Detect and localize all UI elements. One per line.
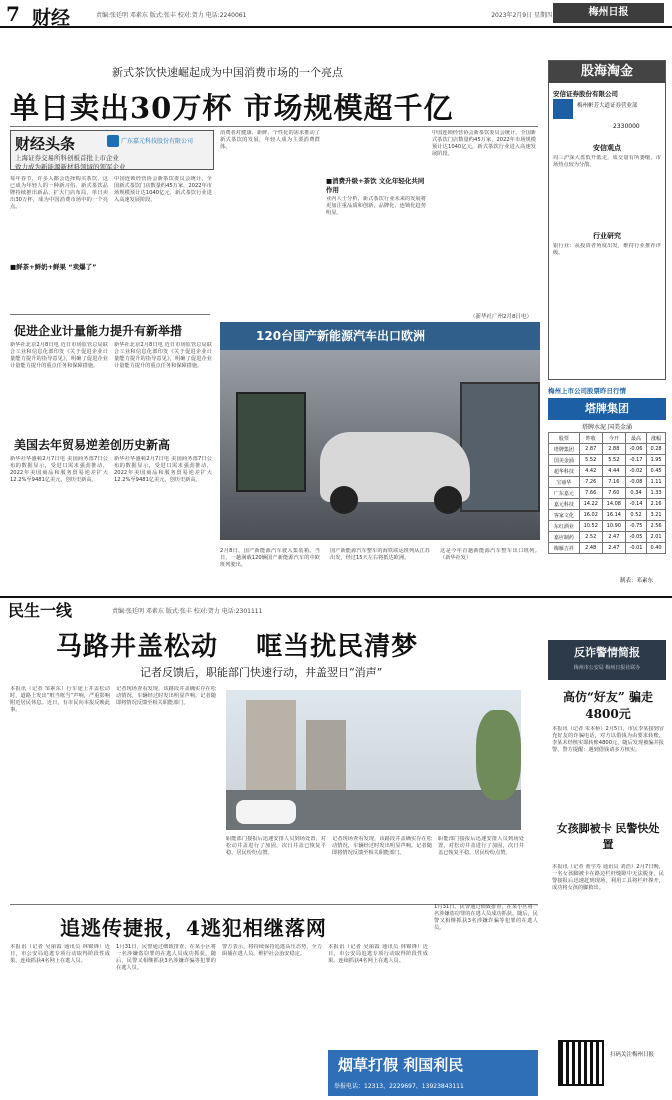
photo-ev-export — [220, 322, 540, 540]
trade-body-1: 新华社华盛顿2月7日电 美国商务部7日公布的数据显示，受进口需求强劲推动，2022年美国商品和服务贸易逆差扩大12.2%至9481亿美元，创历史新高。 — [10, 456, 108, 483]
table-cell: 14.08 — [602, 499, 625, 510]
table-row — [549, 455, 666, 466]
table-cell: -0.08 — [625, 477, 646, 488]
ad-phone: 2330000 — [613, 123, 640, 130]
page-number: 7 — [6, 2, 20, 26]
minsheng-body-5: 职能部门接报后迅速安排人员到场处置，对松动井盖进行了加固，次日井盖已恢复平稳，居民纷纷点赞。 — [438, 836, 524, 856]
table-cell: 塔牌集团 — [549, 444, 580, 455]
minsheng-body-1: 本报讯（记者 邹素东）行车途上井盖松动时，道路上发出“哐当哐当”声响，严重影响附近居民休息。近日，有市民向本报反映此事。 — [10, 686, 110, 713]
table-cell: 2.52 — [579, 532, 602, 543]
company-logo-icon — [107, 135, 119, 147]
fanzha-headline-2: 女孩脚被卡 民警快处置 — [556, 822, 660, 851]
table-cell: 0.52 — [625, 510, 646, 521]
table-header: 涨幅 — [647, 433, 666, 444]
minsheng-body-4: 记者现场查看发现，该路段井盖确实存在松动情况，车辆经过时发出明显声响。记者随即将情况反馈至相关职能部门。 — [332, 836, 432, 856]
table-cell: 2.48 — [579, 543, 602, 554]
ad-section2-body: 银行业：从投资者角度出发，维持行业推荐评级。 — [553, 243, 661, 256]
ad-title: 股海淘金 — [549, 61, 665, 83]
ad-branch: 梅州彬芳大道证券营业部 — [577, 103, 638, 109]
table-cell: 宝丽华 — [549, 477, 580, 488]
table-cell: -0.17 — [625, 455, 646, 466]
table-cell: 7.26 — [579, 477, 602, 488]
minsheng-headline — [56, 626, 418, 663]
table-row — [549, 466, 666, 477]
table-row — [549, 477, 666, 488]
issue-date: 2023年2月9日 星期四 — [491, 12, 552, 19]
table-cell: 1.11 — [647, 477, 666, 488]
container-right — [460, 382, 540, 512]
photo-caption-1: 2月8日，国产新能源汽车驶入集装箱。当日，一趟满载120辆国产新能源汽车的中欧班列驶出。 — [220, 548, 320, 568]
top-body-1: 每年春节，许多人都会选择购买茶饮，这已成为年轻人的一种新习俗。新式茶饮品牌持续推出新品，扩大门店布局，单日卖出30万杯，成为中国消费市场中的一个亮点。 — [10, 176, 108, 210]
ad-section2: 行业研究 — [593, 232, 621, 240]
table-cell: 16.14 — [602, 510, 625, 521]
table-cell: 客家文化 — [549, 510, 580, 521]
table-cell: 广东嘉元 — [549, 488, 580, 499]
photo-caption-2: 国产新能源汽车整车的海铁联运班列从江苏出发，经过15天左右将抵达欧洲。 — [330, 548, 430, 561]
ad-news-body: 周三沪深大盘低开低走，成交量有所萎缩，市场热点较为分散。 — [553, 155, 661, 168]
section-divider — [0, 596, 672, 598]
container-left — [236, 392, 306, 492]
table-cell: 2.88 — [602, 444, 625, 455]
table-row — [549, 521, 666, 532]
building — [246, 700, 296, 800]
table-cell: 国美金涌 — [549, 455, 580, 466]
fanzha-banner — [548, 640, 666, 680]
building — [306, 720, 346, 800]
minsheng-subhead: 记者反馈后，职能部门快速行动，井盖翌日“消声” — [140, 666, 383, 679]
table-cell: 0.28 — [647, 444, 666, 455]
photo-street — [226, 690, 521, 830]
fanzha-body-2: 本报讯（记者 黄学寿 通讯员 刘浩）2月7日晚，一名女孩脚被卡在路边栏杆缝隙中无法脱身，民警接报后迅速赶到现场，利用工具将栏杆撑开，成功将女孩的脚救出。 — [552, 864, 664, 891]
table-cell: 0.34 — [625, 488, 646, 499]
table-cell: 3.21 — [647, 510, 666, 521]
tree — [476, 710, 521, 800]
column-slogan2: 致力成为新能源新材料领域的领军企业 — [15, 163, 126, 171]
table-cell: 1.33 — [647, 488, 666, 499]
bottom-body-4: 本报讯（记者 吴丽霞 通讯员 林锦锋）近日，市公安局追逃专项行动取得阶段性成果，连续抓获4名网上在逃人员。 — [328, 944, 428, 964]
broker-logo-icon — [553, 99, 573, 119]
car-wheel — [434, 486, 462, 514]
table-cell: -0.06 — [625, 444, 646, 455]
table-cell: 东红酒业 — [549, 521, 580, 532]
top-body-5: 中国连锁经营协会新茶饮委员会统计，全国新式茶饮门店数量约45万家，2022年市场规模预计达1040亿元，新式茶饮行业进入高速发展阶段。 — [432, 130, 536, 157]
fanzha-subtitle: 梅州市公安局 梅州日报社联办 — [573, 665, 641, 671]
minsheng-meta: 责编:张廷明 邓素东 版式:张丰 校对:贺力 电话:2301111 — [112, 608, 263, 615]
table-cell: 梅雁吉祥 — [549, 543, 580, 554]
table-cell: 1.95 — [647, 455, 666, 466]
table-header: 股票 — [549, 433, 580, 444]
trade-body-2: 新华社华盛顿2月7日电 美国商务部7日公布的数据显示，受进口需求强劲推动，2022年美国商品和服务贸易逆差扩大12.2%至9481亿美元，创历史新高。 — [114, 456, 212, 483]
table-cell: 10.90 — [602, 521, 625, 532]
column-slogan: 上海证券交易所科创板首批上市企业 — [15, 154, 119, 162]
metrology-body-1: 新华社北京2月8日电 近日市场监管总局联合工业和信息化部印发《关于促进企业计量能力提升的指导意见》，明确了促进企业计量能力提升的重点任务和保障措施。 — [10, 342, 108, 369]
table-cell: 16.02 — [579, 510, 602, 521]
bank-caption: 梅州上市公司股票昨日行情 — [548, 387, 626, 395]
stock-ad-box — [548, 60, 666, 380]
column-title: 财经头条 — [15, 135, 76, 153]
table-cell: -0.75 — [625, 521, 646, 532]
trade-headline: 美国去年贸易逆差创历史新高 — [14, 438, 171, 452]
table-row — [549, 444, 666, 455]
ad-company: 安信证券股份有限公司 — [553, 90, 618, 98]
table-row — [549, 510, 666, 521]
table-cell: 10.52 — [579, 521, 602, 532]
photo-caption-3: 这是今年首趟新能源汽车整车出口班列。（新华社发） — [440, 548, 540, 561]
table-cell: 4.44 — [602, 466, 625, 477]
table-cell: 2.56 — [647, 521, 666, 532]
fanzha-headline: 高仿“好友” 骗走4800元 — [563, 690, 653, 721]
top-body-2: 中国连锁经营协会新茶饮委员会统计，全国新式茶饮门店数量约45万家，2022年市场规模预计达1040亿元，新式茶饮行业进入高速发展阶段。 — [114, 176, 212, 203]
table-cell: 5.52 — [602, 455, 625, 466]
top-subhead-1: ■鲜茶+鲜奶+鲜果 “卖爆了” — [10, 263, 97, 271]
bottom-body-2: 1月31日，民警通过细致排查，在某小区将一名涉嫌盗窃罪的在逃人员成功抓获。随后，民警又相继抓获3名涉嫌诈骗等犯罪的在逃人员。 — [116, 944, 216, 971]
table-cell: 7.16 — [602, 477, 625, 488]
table-footnote: 制表：邓素东 — [620, 578, 654, 584]
tapai-sub: 塔牌水泥 国美金涌 — [582, 424, 632, 431]
table-cell: 2.47 — [602, 532, 625, 543]
table-cell: -0.05 — [625, 532, 646, 543]
top-subhead-2: ■消费升级+茶饮 文化年轻化共同作用 — [326, 177, 425, 194]
top-kicker: 新式茶饮快速崛起成为中国消费市场的一个亮点 — [112, 66, 343, 79]
table-cell: 0.45 — [647, 466, 666, 477]
stock-table — [548, 432, 666, 554]
column-sponsor: 广东嘉元科技股份有限公司 — [121, 138, 194, 145]
fanzha-title: 反诈警情简报 — [574, 646, 640, 659]
table-cell: 超华科技 — [549, 466, 580, 477]
divider — [10, 314, 210, 315]
table-cell: 2.01 — [647, 532, 666, 543]
bottom-headline: 追逃传捷报，4逃犯相继落网 — [60, 916, 327, 940]
tobacco-hotline: 举报电话：12313、2229697、13923843111 — [334, 1083, 464, 1090]
fanzha-body: 本报讯（记者 朱本桥）2月5日，市民李某接到冒充好友的诈骗电话，对方以借钱为由要求转账，李某未经核实即转账4800元，随后发现被骗并报警。警方提醒：遇到借钱请多方核实。 — [552, 726, 664, 753]
tobacco-ad — [328, 1050, 538, 1096]
divider — [10, 126, 538, 127]
minsheng-body-2: 记者现场查看发现，该路段井盖确实存在松动情况，车辆经过时发出明显声响。记者随即将情况反馈至相关职能部门。 — [116, 686, 216, 706]
metrology-body-2: 新华社北京2月8日电 近日市场监管总局联合工业和信息化部印发《关于促进企业计量能力提升的指导意见》，明确了促进企业计量能力提升的重点任务和保障措施。 — [114, 342, 212, 369]
table-cell: 0.40 — [647, 543, 666, 554]
table-header: 昨收 — [579, 433, 602, 444]
minsheng-section-title: 民生一线 — [8, 601, 73, 620]
column-box — [10, 130, 214, 170]
bottom-body-3: 警方表示，将持续保持追逃高压态势，全力缉捕在逃人员，维护社会治安稳定。 — [222, 944, 322, 957]
table-cell: 嘉应制药 — [549, 532, 580, 543]
top-headline: 单日卖出30万杯 市场规模超千亿 — [10, 91, 454, 125]
qr-code-icon — [558, 1040, 604, 1086]
table-header: 今开 — [602, 433, 625, 444]
table-row — [549, 532, 666, 543]
bottom-body-5: 1月31日，民警通过细致排查，在某小区将一名涉嫌盗窃罪的在逃人员成功抓获。随后，民警又相继抓获3名涉嫌诈骗等犯罪的在逃人员。 — [434, 904, 538, 931]
table-cell: 7.66 — [579, 488, 602, 499]
table-header: 最高 — [625, 433, 646, 444]
table-cell: 14.22 — [579, 499, 602, 510]
headline-part-a: 马路井盖松动 — [56, 632, 219, 662]
top-source: （新华社广州2月8日电） — [470, 314, 532, 320]
table-cell: 7.60 — [602, 488, 625, 499]
table-cell: 4.42 — [579, 466, 602, 477]
bottom-body-1: 本报讯（记者 吴丽霞 通讯员 林锦锋）近日，市公安局追逃专项行动取得阶段性成果，连续抓获4名网上在逃人员。 — [10, 944, 110, 964]
top-body-3: 消费者对健康、新鲜、个性化的需求推动了新式茶饮的发展，年轻人成为主要消费群体。 — [220, 130, 320, 150]
table-cell: -0.01 — [625, 543, 646, 554]
table-cell: -0.14 — [625, 499, 646, 510]
qr-caption: 扫码关注梅州日报 — [610, 1052, 655, 1058]
metrology-headline: 促进企业计量能力提升有新举措 — [14, 324, 183, 338]
ad-news-title: 安信观点 — [593, 144, 621, 152]
tobacco-slogan: 烟草打假 利国利民 — [338, 1056, 464, 1074]
table-cell: 5.52 — [579, 455, 602, 466]
table-row — [549, 499, 666, 510]
table-cell: -0.02 — [625, 466, 646, 477]
table-cell: 嘉元科技 — [549, 499, 580, 510]
table-cell: 2.16 — [647, 499, 666, 510]
section-title: 财经 — [32, 7, 71, 29]
headline-part-b: 哐当扰民清梦 — [256, 632, 419, 662]
table-row — [549, 543, 666, 554]
table-cell: 2.87 — [579, 444, 602, 455]
table-row — [549, 488, 666, 499]
table-cell: 2.47 — [602, 543, 625, 554]
newspaper-logo: 梅州日报 — [553, 3, 664, 23]
car-wheel — [330, 486, 358, 514]
photo-title: 120台国产新能源汽车出口欧洲 — [220, 322, 540, 350]
top-body-4: 业内人士分析，新式茶饮行业未来的发展将更加注重品质和创新，品牌化、连锁化趋势明显。 — [326, 196, 426, 216]
table-header-row — [549, 433, 666, 444]
editor-meta: 责编:张廷明 邓素东 版式:张丰 校对:贺力 电话:2240061 — [96, 12, 247, 19]
minsheng-body-3: 职能部门接报后迅速安排人员到场处置，对松动井盖进行了加固，次日井盖已恢复平稳，居民纷纷点赞。 — [226, 836, 326, 856]
white-car — [236, 800, 296, 824]
tapai-logo: 塔牌集团 — [548, 398, 666, 420]
